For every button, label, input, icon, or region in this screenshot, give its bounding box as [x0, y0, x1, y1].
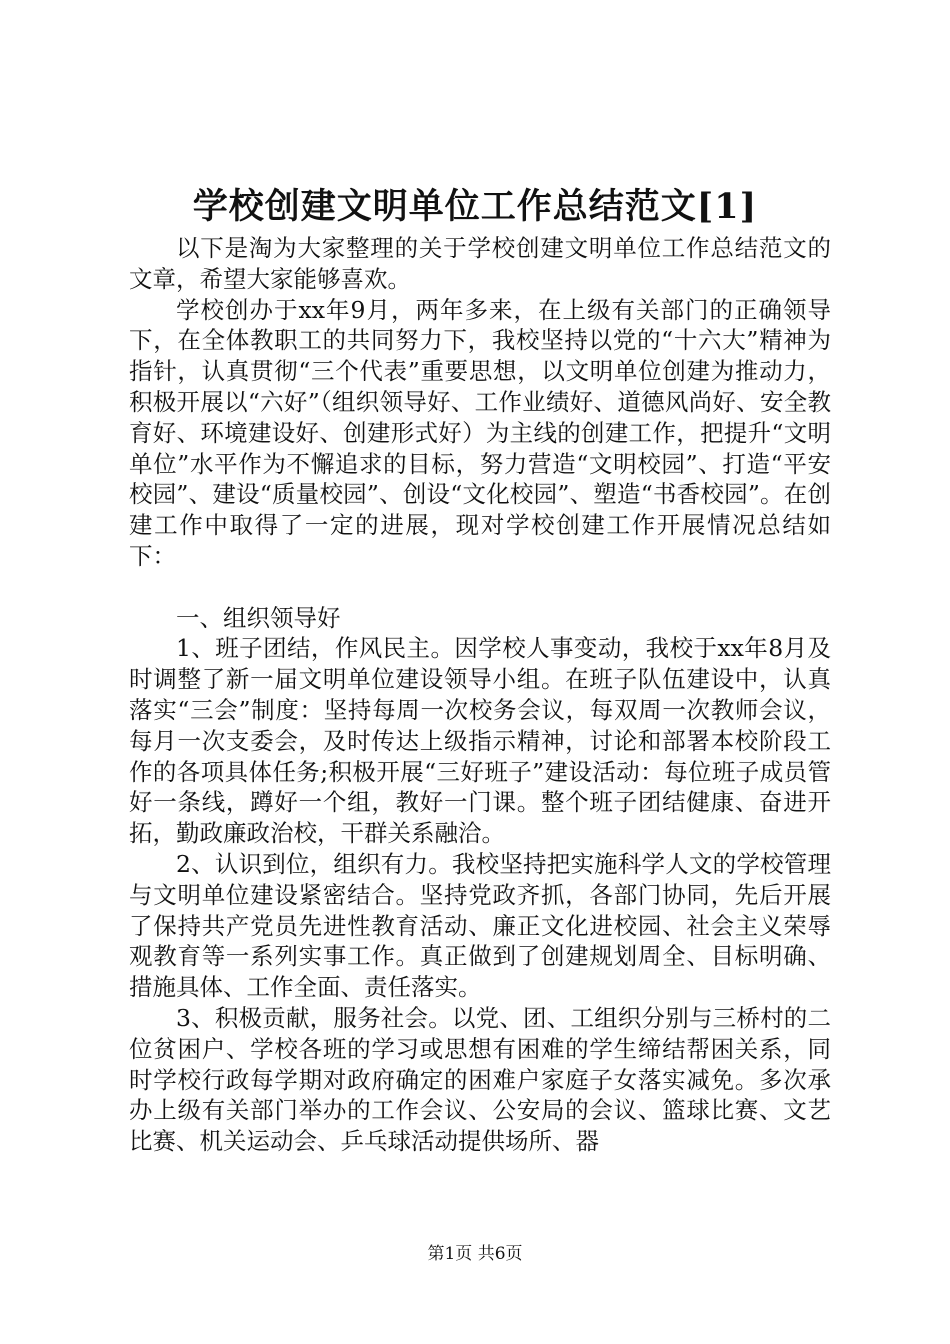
page-number-footer: 第1页 共6页 — [427, 1244, 523, 1264]
body-paragraph: 3、积极贡献，服务社会。以党、团、工组织分别与三桥村的二位贫困户、学校各班的学习或思想有困难的学生缔结帮困关系，同时学校行政每学期对政府确定的困难户家庭子女落实减免。多次承办上级有关部门举办的工作会议、公安局的会议、篮球比赛、文艺比赛、机关运动会、乒乓球活动提供场所、器 — [129, 1003, 831, 1156]
overview-paragraph: 学校创办于xx年9月，两年多来，在上级有关部门的正确领导下，在全体教职工的共同努力下，我校坚持以党的“十六大”精神为指针，认真贯彻“三个代表”重要思想，以文明单位创建为推动力，积极开展以“六好”（组织领导好、工作业绩好、道德风尚好、安全教育好、环境建设好、创建形式好）为主线的创建工作，把提升“文明单位”水平作为不懈追求的目标，努力营造“文明校园”、打造“平安校园”、建设“质量校园”、创设“文化校园”、塑造“书香校园”。在创建工作中取得了一定的进展，现对学校创建工作开展情况总结如下： — [129, 295, 831, 570]
section-heading: 一、组织领导好 — [176, 603, 341, 632]
body-paragraph: 1、班子团结，作风民主。因学校人事变动，我校于xx年8月及时调整了新一届文明单位建设领导小组。在班子队伍建设中，认真落实“三会”制度：坚持每周一次校务会议，每双周一次教师会议，每月一次支委会，及时传达上级指示精神，讨论和部署本校阶段工作的各项具体任务;积极开展“三好班子”建设活动：每位班子成员管好一条线，蹲好一个组，教好一门课。整个班子团结健康、奋进开拓，勤政廉政治校，干群关系融洽。 — [129, 634, 831, 848]
intro-paragraph: 以下是淘为大家整理的关于学校创建文明单位工作总结范文的文章，希望大家能够喜欢。 — [129, 234, 831, 293]
document-title: 学校创建文明单位工作总结范文[1] — [192, 186, 758, 227]
document-body — [129, 233, 831, 1157]
body-paragraph: 2、认识到位，组织有力。我校坚持把实施科学人文的学校管理与文明单位建设紧密结合。坚持党政齐抓，各部门协同，先后开展了保持共产党员先进性教育活动、廉正文化进校园、社会主义荣辱观教育等一系列实事工作。真正做到了创建规划周全、目标明确、措施具体、工作全面、责任落实。 — [129, 849, 831, 1002]
